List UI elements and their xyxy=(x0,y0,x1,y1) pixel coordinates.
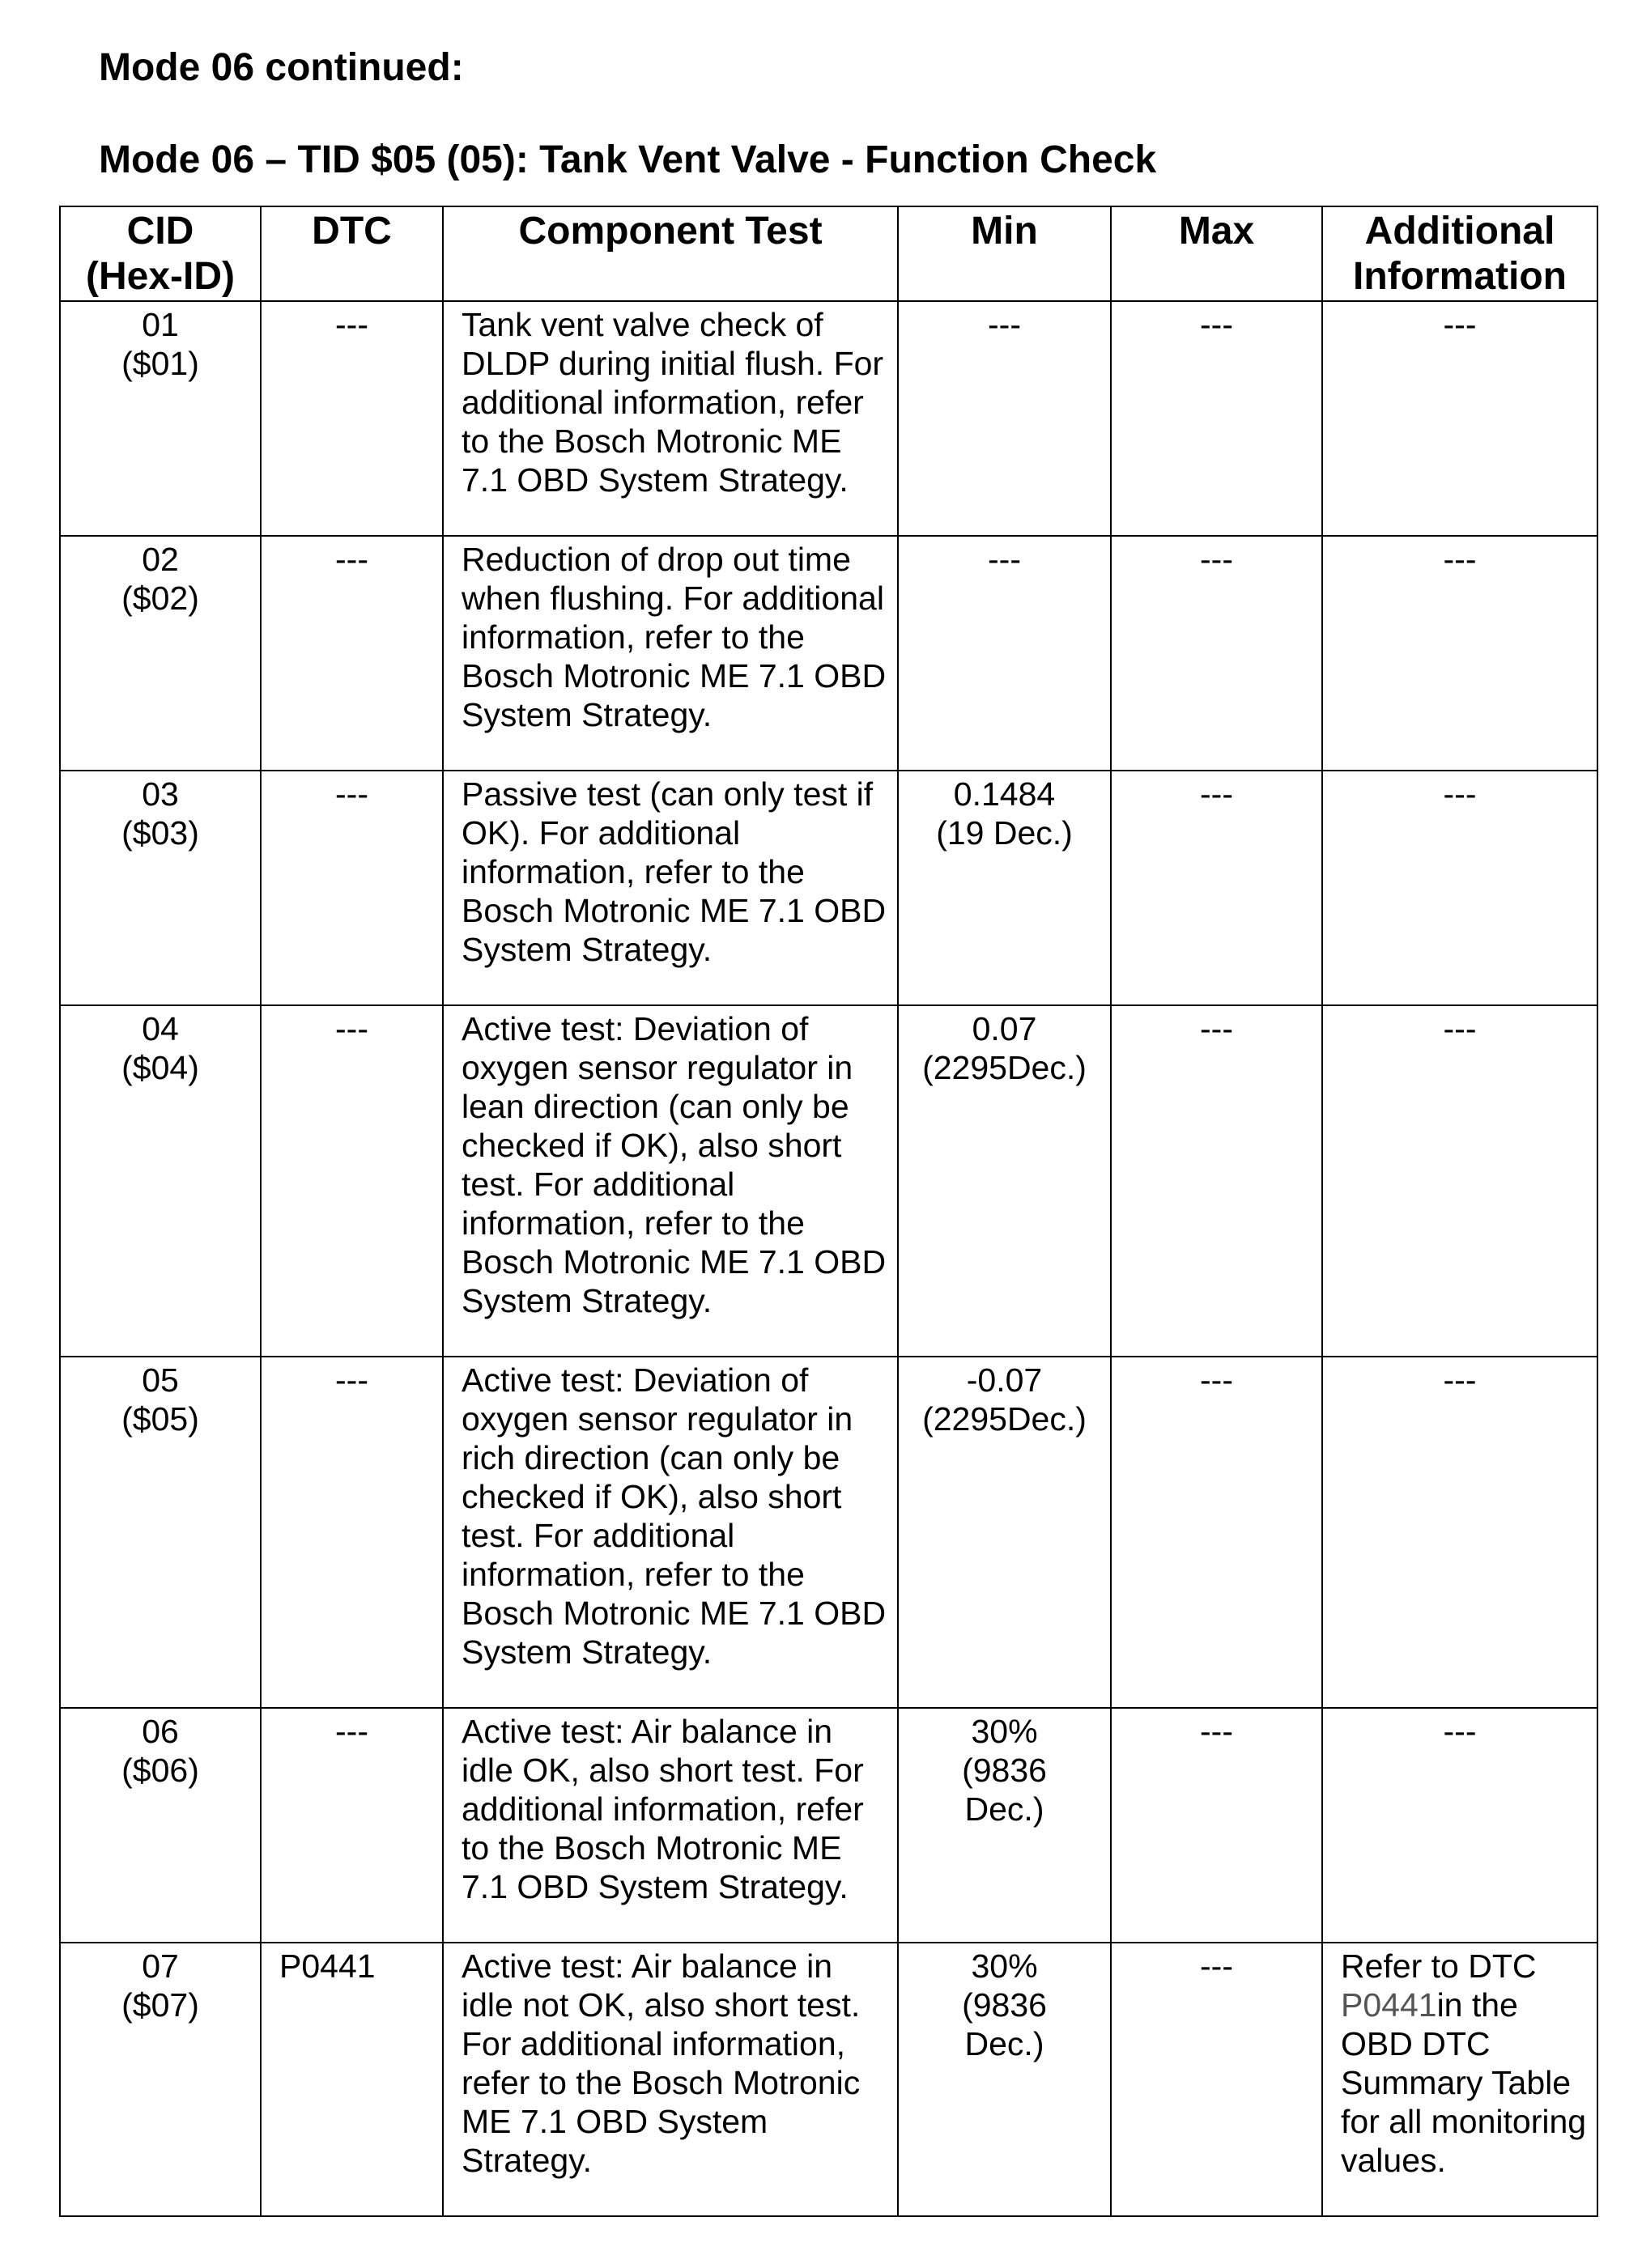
column-header-max: Max xyxy=(1111,206,1322,301)
component-test-cell: Reduction of drop out time when flushing. For additional information, refer to the Bosch Motronic ME 7.1 OBD System Strategy. xyxy=(443,536,898,771)
info-suffix-text: in the OBD DTC Summary Table for all monitoring values. xyxy=(1341,1986,1587,2179)
dtc-cell: --- xyxy=(261,536,443,771)
table-row xyxy=(60,771,1597,1005)
dtc-cell: --- xyxy=(261,1708,443,1943)
column-header-component-test: Component Test xyxy=(443,206,898,301)
component-test-cell: Passive test (can only test if OK). For additional information, refer to the Bosch Motronic ME 7.1 OBD System Strategy. xyxy=(443,771,898,1005)
dtc-link[interactable]: P0441 xyxy=(1341,1986,1437,2024)
column-header-min: Min xyxy=(898,206,1111,301)
table-row xyxy=(60,1005,1597,1357)
min-cell: 0.1484 (19 Dec.) xyxy=(898,771,1111,1005)
min-cell: --- xyxy=(898,536,1111,771)
min-cell: 30% (9836 Dec.) xyxy=(898,1708,1111,1943)
table-row xyxy=(60,301,1597,536)
component-test-cell: Active test: Air balance in idle OK, also short test. For additional information, refer to the Bosch Motronic ME 7.1 OBD System Strategy. xyxy=(443,1708,898,1943)
column-header-cid: CID (Hex-ID) xyxy=(60,206,261,301)
continued-heading: Mode 06 continued: xyxy=(99,46,464,89)
dtc-cell: --- xyxy=(261,771,443,1005)
cid-cell: 05 ($05) xyxy=(60,1357,261,1708)
additional-info-cell: --- xyxy=(1322,536,1597,771)
table-row xyxy=(60,1708,1597,1943)
max-cell: --- xyxy=(1111,301,1322,536)
column-header-dtc: DTC xyxy=(261,206,443,301)
max-cell: --- xyxy=(1111,1357,1322,1708)
table-header-row xyxy=(60,206,1597,301)
dtc-cell: --- xyxy=(261,1005,443,1357)
additional-info-cell: --- xyxy=(1322,1005,1597,1357)
min-cell: 30% (9836 Dec.) xyxy=(898,1943,1111,2216)
info-prefix-text: Refer to DTC xyxy=(1341,1947,1537,1985)
min-cell: -0.07 (2295Dec.) xyxy=(898,1357,1111,1708)
mode06-table xyxy=(59,206,1598,2217)
dtc-cell: --- xyxy=(261,1357,443,1708)
section-title: Mode 06 – TID $05 (05): Tank Vent Valve - Function Check xyxy=(99,138,1157,181)
additional-info-cell xyxy=(1322,1943,1597,2216)
max-cell: --- xyxy=(1111,536,1322,771)
max-cell: --- xyxy=(1111,1943,1322,2216)
additional-info-cell: --- xyxy=(1322,771,1597,1005)
component-test-cell: Tank vent valve check of DLDP during initial flush. For additional information, refer to the Bosch Motronic ME 7.1 OBD System Strategy. xyxy=(443,301,898,536)
cid-cell: 06 ($06) xyxy=(60,1708,261,1943)
cid-cell: 04 ($04) xyxy=(60,1005,261,1357)
cid-cell: 07 ($07) xyxy=(60,1943,261,2216)
dtc-cell: P0441 xyxy=(261,1943,443,2216)
min-cell: --- xyxy=(898,301,1111,536)
cid-cell: 03 ($03) xyxy=(60,771,261,1005)
max-cell: --- xyxy=(1111,1005,1322,1357)
component-test-cell: Active test: Deviation of oxygen sensor regulator in lean direction (can only be checked if OK), also short test. For additional information, refer to the Bosch Motronic ME 7.1 OBD System Strategy. xyxy=(443,1005,898,1357)
table-row xyxy=(60,1357,1597,1708)
component-test-cell: Active test: Air balance in idle not OK, also short test. For additional information, refer to the Bosch Motronic ME 7.1 OBD System Strategy. xyxy=(443,1943,898,2216)
table-row xyxy=(60,536,1597,771)
cid-cell: 01 ($01) xyxy=(60,301,261,536)
additional-info-cell: --- xyxy=(1322,1357,1597,1708)
dtc-cell: --- xyxy=(261,301,443,536)
additional-info-cell: --- xyxy=(1322,1708,1597,1943)
cid-cell: 02 ($02) xyxy=(60,536,261,771)
component-test-cell: Active test: Deviation of oxygen sensor regulator in rich direction (can only be checked if OK), also short test. For additional information, refer to the Bosch Motronic ME 7.1 OBD System Strategy. xyxy=(443,1357,898,1708)
column-header-additional-information: Additional Information xyxy=(1322,206,1597,301)
max-cell: --- xyxy=(1111,1708,1322,1943)
max-cell: --- xyxy=(1111,771,1322,1005)
table-row xyxy=(60,1943,1597,2216)
additional-info-cell: --- xyxy=(1322,301,1597,536)
min-cell: 0.07 (2295Dec.) xyxy=(898,1005,1111,1357)
